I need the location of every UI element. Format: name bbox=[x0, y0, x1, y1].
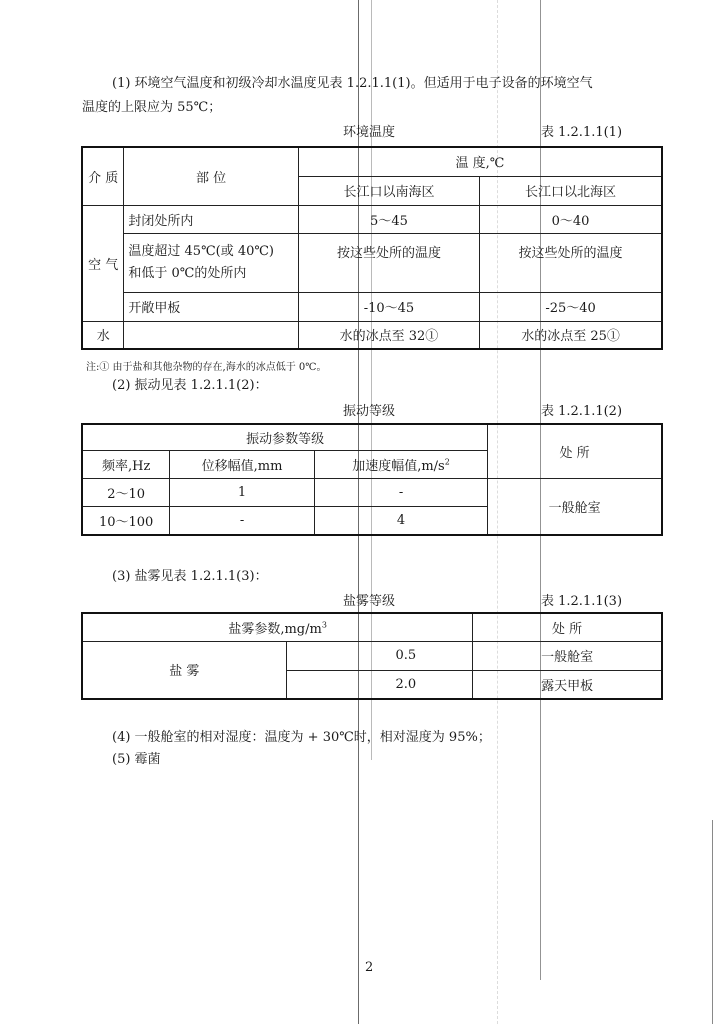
row-open-deck-north: -25～40 bbox=[480, 292, 662, 321]
header-location: 部 位 bbox=[124, 147, 298, 205]
table-2-number: 表 1.2.1.1(2) bbox=[541, 404, 623, 419]
row-extreme-location-line-1: 温度超过 45℃(或 40℃) bbox=[128, 243, 274, 259]
row-extreme-south: 按这些处所的温度 bbox=[298, 233, 479, 292]
paragraph-2: (2) 振动见表 1.2.1.1(2)： bbox=[112, 378, 268, 393]
medium-water: 水 bbox=[82, 321, 124, 349]
vibration-table bbox=[81, 423, 663, 536]
header-medium: 介 质 bbox=[82, 147, 124, 205]
row-extreme-north: 按这些处所的温度 bbox=[480, 233, 662, 292]
row-enclosed-location: 封闭处所内 bbox=[124, 205, 298, 233]
header-place: 处 所 bbox=[473, 613, 662, 641]
header-salt-param-text: 盐雾参数,mg/m bbox=[228, 621, 322, 637]
paragraph-1-line-1: (1) 环境空气温度和初级冷却水温度见表 1.2.1.1(1)。但适用于电子设备的环境空气 bbox=[112, 76, 593, 91]
row-2-acceleration: 4 bbox=[314, 506, 487, 535]
environment-temperature-table bbox=[81, 146, 663, 350]
row-2-frequency: 10～100 bbox=[82, 506, 170, 535]
header-acceleration bbox=[314, 450, 487, 478]
paragraph-1-line-2: 温度的上限应为 55℃； bbox=[82, 100, 222, 115]
row-water-location bbox=[124, 321, 298, 349]
row-water-south: 水的冰点至 32① bbox=[298, 321, 479, 349]
header-acceleration-exponent: 2 bbox=[444, 457, 450, 467]
salt-mist-table bbox=[81, 612, 663, 700]
row-open-deck-location: 开敞甲板 bbox=[124, 292, 298, 321]
row-1-value: 0.5 bbox=[286, 641, 473, 670]
table-3-number: 表 1.2.1.1(3) bbox=[541, 594, 623, 609]
paragraph-5: (5) 霉菌 bbox=[112, 752, 161, 767]
row-1-frequency: 2～10 bbox=[82, 478, 170, 506]
table-1-number: 表 1.2.1.1(1) bbox=[541, 125, 623, 140]
row-1-displacement: 1 bbox=[170, 478, 315, 506]
table-1-title: 环境温度 bbox=[343, 125, 396, 140]
table-1-footnote: 注:① 由于盐和其他杂物的存在,海水的冰点低于 0℃。 bbox=[86, 362, 327, 373]
table-2-title: 振动等级 bbox=[343, 404, 396, 419]
header-displacement: 位移幅值,mm bbox=[170, 450, 315, 478]
row-water-north: 水的冰点至 25① bbox=[480, 321, 662, 349]
row-extreme-location bbox=[124, 233, 298, 292]
row-extreme-location-line-2: 和低于 0℃的处所内 bbox=[128, 265, 247, 281]
header-acceleration-text: 加速度幅值,m/s bbox=[352, 458, 445, 474]
table-3-caption bbox=[0, 590, 724, 608]
header-south: 长江口以南海区 bbox=[298, 176, 479, 205]
table-3-title: 盐雾等级 bbox=[343, 594, 396, 609]
header-salt-param-exponent: 3 bbox=[321, 620, 327, 630]
row-2-displacement: - bbox=[170, 506, 315, 535]
row-open-deck-south: -10～45 bbox=[298, 292, 479, 321]
medium-air: 空 气 bbox=[82, 205, 124, 321]
salt-mist-label: 盐 雾 bbox=[82, 641, 286, 699]
table-2-caption bbox=[0, 400, 724, 418]
paragraph-4: (4) 一般舱室的相对湿度：温度为 + 30℃时，相对湿度为 95%； bbox=[112, 730, 491, 745]
page-number: 2 bbox=[365, 960, 374, 975]
table-1-caption bbox=[0, 121, 724, 139]
vibration-place: 一般舱室 bbox=[488, 478, 662, 535]
row-enclosed-north: 0～40 bbox=[480, 205, 662, 233]
header-salt-param bbox=[82, 613, 473, 641]
header-frequency: 频率,Hz bbox=[82, 450, 170, 478]
paragraph-3: (3) 盐雾见表 1.2.1.1(3)： bbox=[112, 569, 268, 584]
header-place: 处 所 bbox=[488, 424, 662, 478]
row-enclosed-south: 5～45 bbox=[298, 205, 479, 233]
row-2-value: 2.0 bbox=[286, 670, 473, 699]
scan-artifact-line bbox=[712, 820, 713, 1024]
row-2-place: 露天甲板 bbox=[473, 670, 662, 699]
row-1-place: 一般舱室 bbox=[473, 641, 662, 670]
row-1-acceleration: - bbox=[314, 478, 487, 506]
header-temperature: 温 度,℃ bbox=[298, 147, 662, 176]
header-vibration-group: 振动参数等级 bbox=[82, 424, 488, 450]
header-north: 长江口以北海区 bbox=[480, 176, 662, 205]
